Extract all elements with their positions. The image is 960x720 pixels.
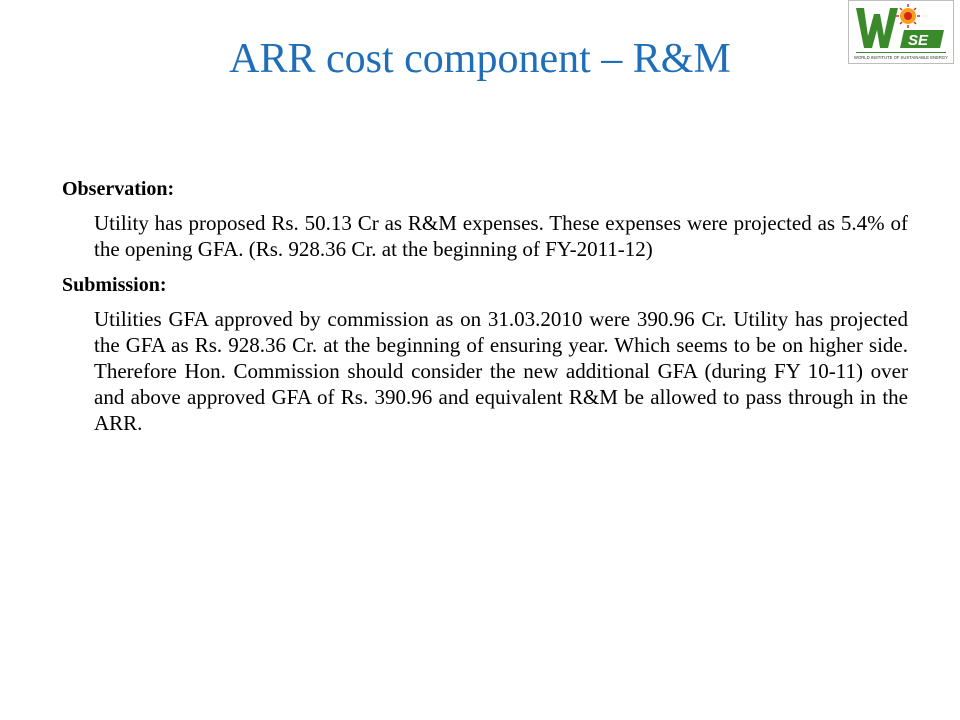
observation-text: Utility has proposed Rs. 50.13 Cr as R&M expenses. These expenses were projected as 5.4% of the opening GFA. (Rs. 928.36 Cr. at the beginning of FY-2011-12)	[94, 211, 908, 261]
submission-text: Utilities GFA approved by commission as on 31.03.2010 were 390.96 Cr. Utility has projected the GFA as Rs. 928.36 Cr. at the beginning of ensuring year. Which seems to be on higher side. Therefore Hon. Commission should consider the new additional GFA (during FY 10-11) over and above approved GFA of Rs. 390.96 and equivalent R&M be allowed to pass through in the ARR.	[94, 307, 908, 435]
observation-heading: Observation:	[62, 178, 175, 200]
slide-body	[62, 174, 908, 444]
wise-logo	[848, 0, 954, 64]
wise-logo-graphic	[848, 0, 954, 64]
submission-heading: Submission:	[62, 274, 167, 296]
svg-text:SE: SE	[908, 32, 929, 49]
svg-text:WORLD INSTITUTE OF SUSTAINABLE: WORLD INSTITUTE OF SUSTAINABLE ENERGY	[854, 55, 948, 60]
slide-title: ARR cost component – R&M	[229, 36, 731, 82]
